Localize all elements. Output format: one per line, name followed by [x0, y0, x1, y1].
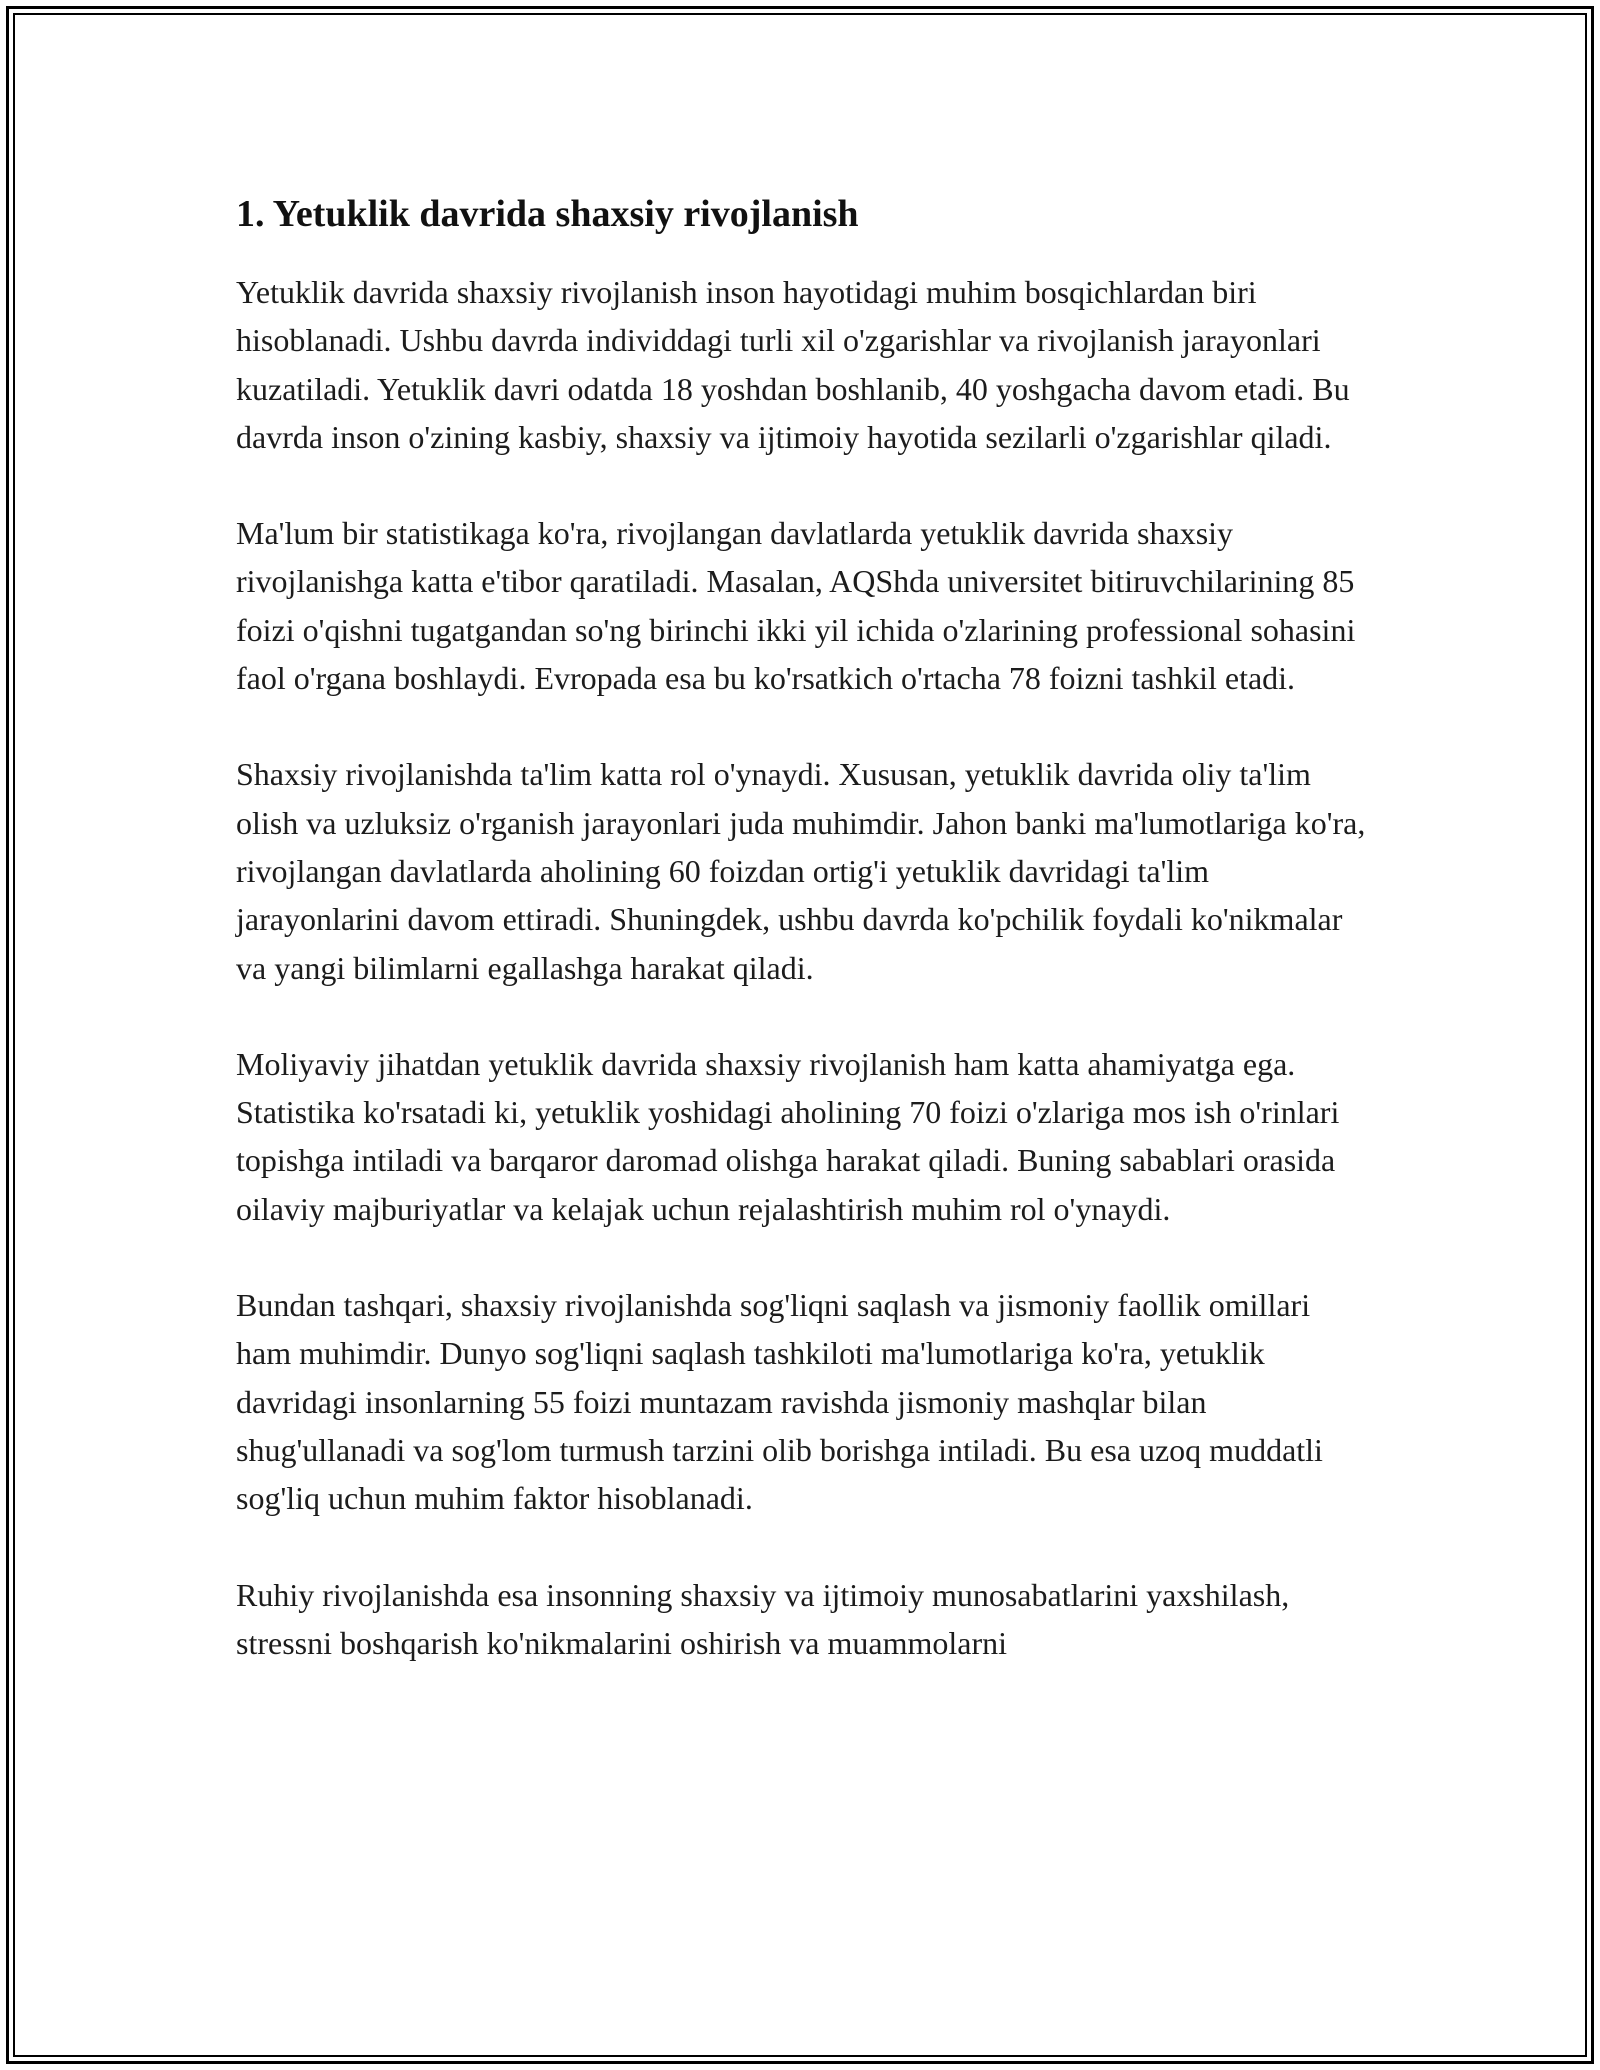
paragraph-mental: Ruhiy rivojlanishda esa insonning shaxsiy va ijtimoiy munosabatlarini yaxshilash, stressni boshqarish ko'nikmalarini oshirish va muammolarni	[236, 1576, 1290, 1661]
document-body	[236, 186, 1366, 1715]
paragraph-financial: Moliyaviy jihatdan yetuklik davrida shaxsiy rivojlanish ham katta ahamiyatga ega. Statistika ko'rsatadi ki, yetuklik yoshidagi aholining 70 foizi o'zlariga mos ish o'rinlari topishga intiladi va barqaror daromad olishga harakat qiladi. Buning sabablari orasida oilaviy majburiyatlar va kelajak uchun rejalashtirish muhim rol o'ynaydi.	[236, 1045, 1340, 1227]
paragraph-statistics: Ma'lum bir statistikaga ko'ra, rivojlangan davlatlarda yetuklik davrida shaxsiy rivojlanishga katta e'tibor qaratiladi. Masalan, AQShda universitet bitiruvchilarining 85 foizi o'qishni tugatgandan so'ng birinchi ikki yil ichida o'zlarining professional sohasini faol o'rgana boshlaydi. Evropada esa bu ko'rsatkich o'rtacha 78 foizni tashkil etadi.	[236, 515, 1356, 697]
paragraph-intro: Yetuklik davrida shaxsiy rivojlanish inson hayotidagi muhim bosqichlardan biri hisoblanadi. Ushbu davrda individdagi turli xil o'zgarishlar va rivojlanish jarayonlari kuzatiladi. Yetuklik davri odatda 18 yoshdan boshlanib, 40 yoshgacha davom etadi. Bu davrda inson o'zining kasbiy, shaxsiy va ijtimoiy hayotida sezilarli o'zgarishlar qiladi.	[236, 274, 1350, 455]
section-heading: 1. Yetuklik davrida shaxsiy rivojlanish	[236, 193, 859, 235]
paragraph-health: Bundan tashqari, shaxsiy rivojlanishda sog'liqni saqlash va jismoniy faollik omillari ham muhimdir. Dunyo sog'liqni saqlash tashkiloti ma'lumotlariga ko'ra, yetuklik davridagi insonlarning 55 foizi muntazam ravishda jismoniy mashqlar bilan shug'ullanadi va sog'lom turmush tarzini olib borishga intiladi. Bu esa uzoq muddatli sog'liq uchun muhim faktor hisoblanadi.	[236, 1287, 1323, 1517]
paragraph-education: Shaxsiy rivojlanishda ta'lim katta rol o'ynaydi. Xususan, yetuklik davrida oliy ta'lim olish va uzluksiz o'rganish jarayonlari juda muhimdir. Jahon banki ma'lumotlariga ko'ra, rivojlangan davlatlarda aholining 60 foizdan ortig'i yetuklik davridagi ta'lim jarayonlarini davom ettiradi. Shuningdek, ushbu davrda ko'pchilik foydali ko'nikmalar va yangi bilimlarni egallashga harakat qiladi.	[236, 756, 1366, 986]
